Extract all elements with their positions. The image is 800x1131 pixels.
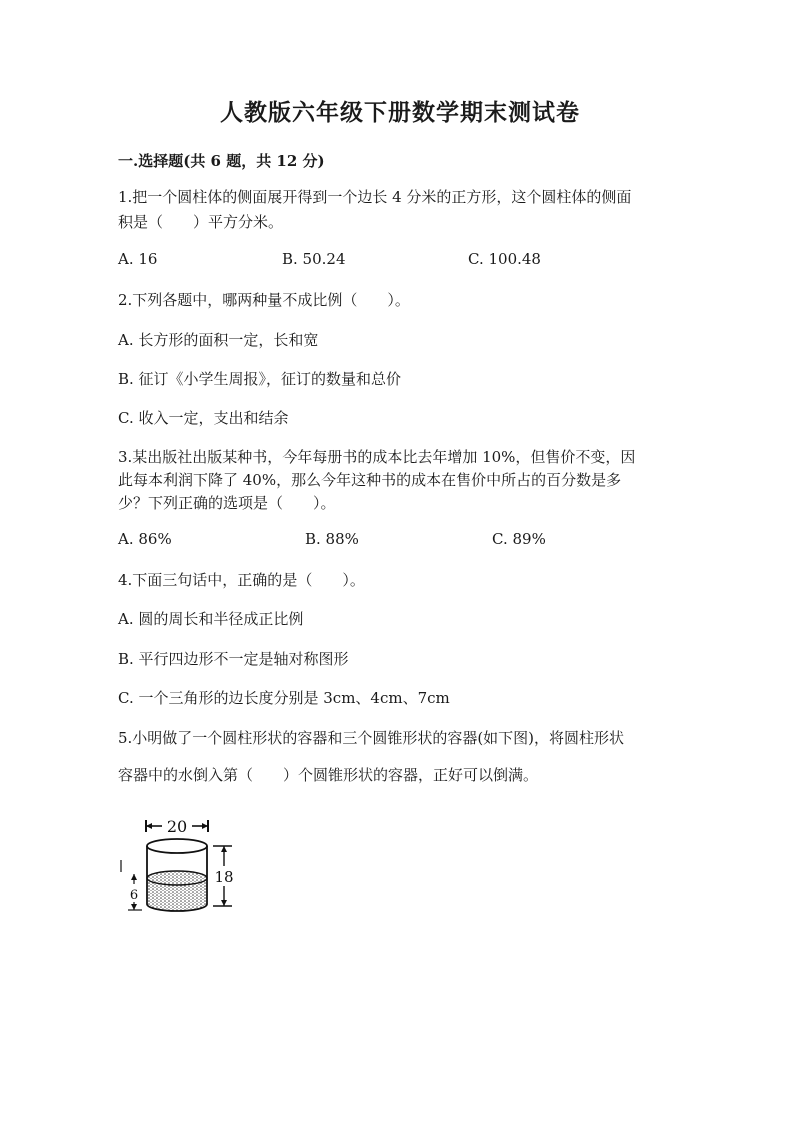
height-label: 18 xyxy=(214,868,234,886)
question-4-option-b: B. 平行四边形不一定是轴对称图形 xyxy=(118,650,349,668)
question-1-option-b: B. 50.24 xyxy=(282,250,346,268)
question-5-line-1: 5.小明做了一个圆柱形状的容器和三个圆锥形状的容器(如下图)，将圆柱形状 xyxy=(118,729,625,747)
question-3-option-a: A. 86% xyxy=(118,530,172,548)
question-2-option-c: C. 收入一定，支出和结余 xyxy=(118,409,289,427)
cylinder-figure xyxy=(120,810,250,920)
diameter-label: 20 xyxy=(166,817,188,836)
question-2-line-1: 2.下列各题中，哪两种量不成比例（ ）。 xyxy=(118,291,410,309)
question-3-line-2: 此每本利润下降了 40%，那么今年这种书的成本在售价中所占的百分数是多 xyxy=(118,471,622,489)
page-title: 人教版六年级下册数学期末测试卷 xyxy=(220,99,580,126)
water-level-label: 6 xyxy=(129,888,139,903)
question-5-line-2: 容器中的水倒入第（ ）个圆锥形状的容器，正好可以倒满。 xyxy=(118,766,539,784)
question-3-line-1: 3.某出版社出版某种书，今年每册书的成本比去年增加 10%，但售价不变，因 xyxy=(118,448,636,466)
question-4-line-1: 4.下面三句话中，正确的是（ ）。 xyxy=(118,571,365,589)
question-3-line-3: 少？下列正确的选项是（ ）。 xyxy=(118,494,336,512)
question-3-option-c: C. 89% xyxy=(492,530,546,548)
question-1-option-a: A. 16 xyxy=(118,250,158,268)
question-1-option-c: C. 100.48 xyxy=(468,250,541,268)
question-2-option-a: A. 长方形的面积一定，长和宽 xyxy=(118,331,319,349)
question-1-line-2: 积是（ ）平方分米。 xyxy=(118,213,284,231)
question-4-option-a: A. 圆的周长和半径成正比例 xyxy=(118,610,304,628)
question-2-option-b: B. 征订《小学生周报》，征订的数量和总价 xyxy=(118,370,402,388)
question-4-option-c: C. 一个三角形的边长度分别是 3cm、4cm、7cm xyxy=(118,689,450,707)
section-heading: 一.选择题(共 6 题，共 12 分) xyxy=(118,152,325,170)
question-1-line-1: 1.把一个圆柱体的侧面展开得到一个边长 4 分米的正方形，这个圆柱体的侧面 xyxy=(118,188,632,206)
question-3-option-b: B. 88% xyxy=(305,530,359,548)
